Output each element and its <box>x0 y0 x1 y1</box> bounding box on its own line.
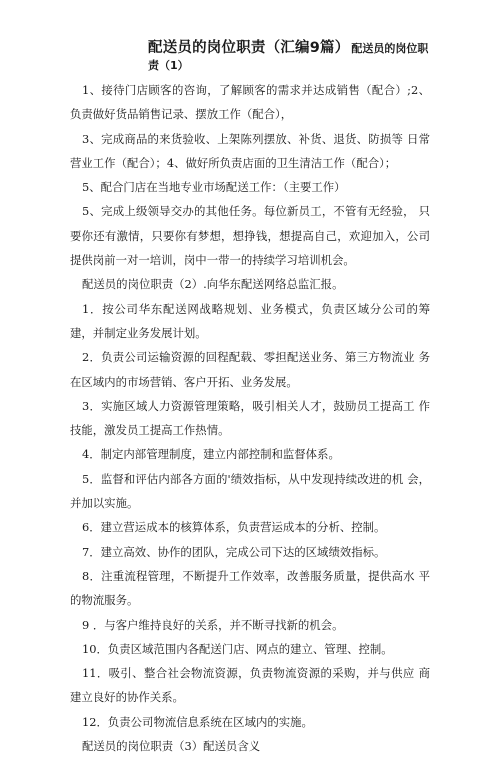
paragraph: 12．负责公司物流信息系统在区域内的实施。 <box>82 714 313 729</box>
title-line <box>148 38 430 58</box>
paragraph: 3、完成商品的来货验收、上架陈列摆放、补货、退货、防损等 日常营业工作（配合）；4、做好所负责店面的卫生清洁工作（配合）； <box>70 131 430 170</box>
title-block <box>148 38 430 74</box>
document-subtitle: 配送员的岗位职 <box>351 42 429 55</box>
paragraph: 11．吸引、整合社会物流资源，负责物流资源的采购，并与供应 商建立良好的协作关系。 <box>70 666 430 705</box>
paragraph: 5．监督和评估内部各方面的'绩效指标，从中发现持续改进的机 会，并加以实施。 <box>70 471 430 511</box>
paragraph: 10．负责区域范围内各配送门店、网点的建立、管理、控制。 <box>82 641 393 656</box>
paragraph: 1．按公司华东配送网战略规划、业务模式，负责区域分公司的筹 建，并制定业务发展计划。 <box>70 301 430 340</box>
paragraph: 5、配合门店在当地专业市场配送工作：（主要工作） <box>82 180 346 195</box>
paragraph: 5、完成上级领导交办的其他任务。每位新员工，不管有无经验， 只要你还有激情，只要你有梦想，想挣钱，想提高自己，欢迎加入，公司提供岗前一对一培训，岗中一带一的持续学习培训机会。 <box>70 204 430 268</box>
paragraph: 4．制定内部管理制度，建立内部控制和监督体系。 <box>82 447 340 462</box>
paragraph: 配送员的岗位职责（3）配送员含义 <box>82 739 261 754</box>
paragraph: 9 ．与客户维持良好的关系，并不断寻找新的机会。 <box>82 617 344 632</box>
document-body <box>70 78 430 758</box>
paragraph: 7．建立高效、协作的团队，完成公司下达的区域绩效指标。 <box>82 544 386 559</box>
paragraph: 6．建立营运成本的核算体系，负责营运成本的分析、控制。 <box>82 520 386 535</box>
paragraph: 3．实施区域人力资源管理策略，吸引相关人才，鼓励员工提高工 作技能，激发员工提高工作热情。 <box>70 398 430 438</box>
document-title: 配送员的岗位职责（汇编9篇） <box>148 40 350 56</box>
paragraph: 2．负责公司运输资源的回程配载、零担配送业务、第三方物流业 务在区域内的市场营销、客户开拓、业务发展。 <box>70 350 430 389</box>
document-subtitle-continued: 责（1） <box>148 59 189 72</box>
paragraph: 1、接待门店顾客的咨询，了解顾客的需求并达成销售（配合）;2、负责做好货品销售记录、摆放工作（配合）， <box>70 83 430 122</box>
paragraph: 配送员的岗位职责（2）.向华东配送网络总监汇报。 <box>82 277 344 292</box>
paragraph: 8．注重流程管理，不断提升工作效率，改善服务质量，提供高水 平的物流服务。 <box>70 568 430 608</box>
